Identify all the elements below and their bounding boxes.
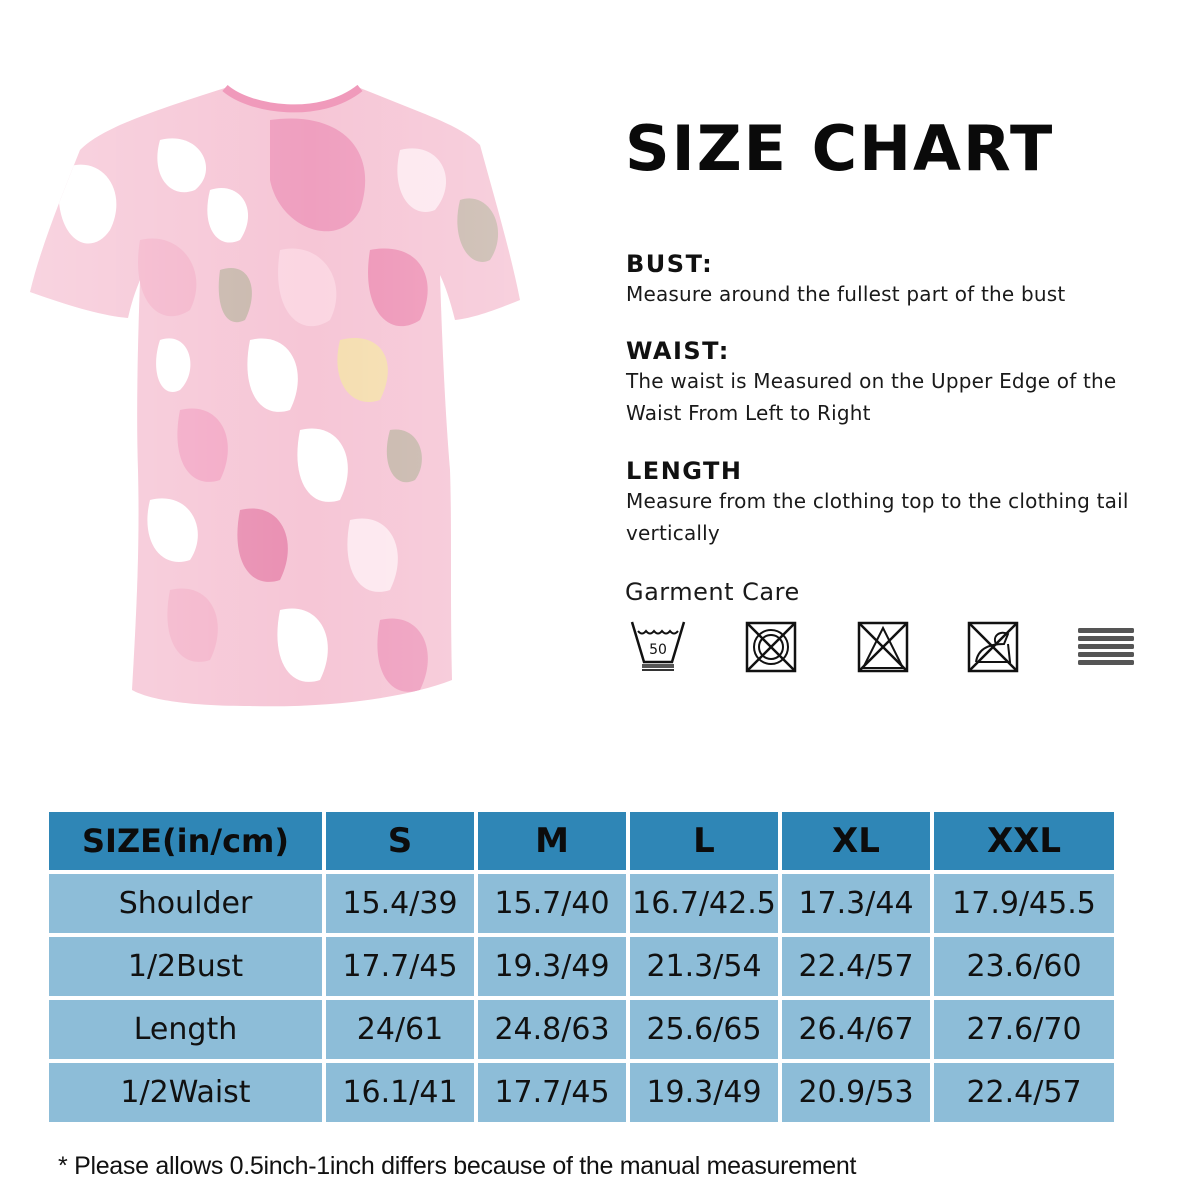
bust-heading: BUST:	[626, 250, 714, 278]
table-cell: 17.3/44	[782, 874, 930, 933]
length-heading: LENGTH	[626, 457, 743, 485]
length-section	[626, 457, 1166, 549]
table-row-length	[49, 1000, 1114, 1059]
header-size-l: L	[630, 812, 778, 870]
header-size-xl: XL	[782, 812, 930, 870]
table-cell: 26.4/67	[782, 1000, 930, 1059]
table-cell: 24/61	[326, 1000, 474, 1059]
waist-section	[626, 337, 1146, 429]
header-size-s: S	[326, 812, 474, 870]
row-label: Shoulder	[49, 874, 322, 933]
table-row-half-bust	[49, 937, 1114, 996]
table-cell: 23.6/60	[934, 937, 1114, 996]
table-cell: 16.1/41	[326, 1063, 474, 1122]
table-cell: 15.4/39	[326, 874, 474, 933]
length-description: Measure from the clothing top to the clothing tail vertically	[626, 489, 1129, 545]
header-size-unit: SIZE(in/cm)	[49, 812, 322, 870]
header-size-xxl: XXL	[934, 812, 1114, 870]
table-cell: 24.8/63	[478, 1000, 626, 1059]
table-cell: 16.7/42.5	[630, 874, 778, 933]
row-label: 1/2Waist	[49, 1063, 322, 1122]
size-table	[45, 808, 1118, 1126]
waist-description: The waist is Measured on the Upper Edge of the Waist From Left to Right	[626, 369, 1117, 425]
table-cell: 22.4/57	[782, 937, 930, 996]
row-label: Length	[49, 1000, 322, 1059]
product-image-tshirt	[20, 80, 600, 740]
do-not-tumble-dry-icon	[744, 618, 804, 674]
table-header-row	[49, 812, 1114, 870]
row-label: 1/2Bust	[49, 937, 322, 996]
table-cell: 17.9/45.5	[934, 874, 1114, 933]
garment-care-label: Garment Care	[625, 578, 800, 606]
bust-section	[626, 250, 1065, 310]
table-row-half-waist	[49, 1063, 1114, 1122]
bust-description: Measure around the fullest part of the bust	[626, 282, 1066, 306]
table-cell: 17.7/45	[478, 1063, 626, 1122]
table-cell: 19.3/49	[478, 937, 626, 996]
waist-heading: WAIST:	[626, 337, 730, 365]
table-cell: 25.6/65	[630, 1000, 778, 1059]
page-title: SIZE CHART	[625, 112, 1055, 185]
table-cell: 19.3/49	[630, 1063, 778, 1122]
table-cell: 21.3/54	[630, 937, 778, 996]
table-cell: 15.7/40	[478, 874, 626, 933]
dry-flat-icon	[1076, 618, 1136, 674]
table-row-shoulder	[49, 874, 1114, 933]
table-cell: 27.6/70	[934, 1000, 1114, 1059]
do-not-bleach-icon	[856, 618, 916, 674]
do-not-iron-icon	[966, 618, 1026, 674]
garment-care-icons	[626, 618, 1146, 678]
wash-50-icon	[628, 618, 688, 674]
table-cell: 17.7/45	[326, 937, 474, 996]
measurement-footnote: * Please allows 0.5inch-1inch differs because of the manual measurement	[58, 1152, 857, 1180]
table-cell: 22.4/57	[934, 1063, 1114, 1122]
svg-text:50: 50	[649, 642, 667, 658]
header-size-m: M	[478, 812, 626, 870]
table-cell: 20.9/53	[782, 1063, 930, 1122]
